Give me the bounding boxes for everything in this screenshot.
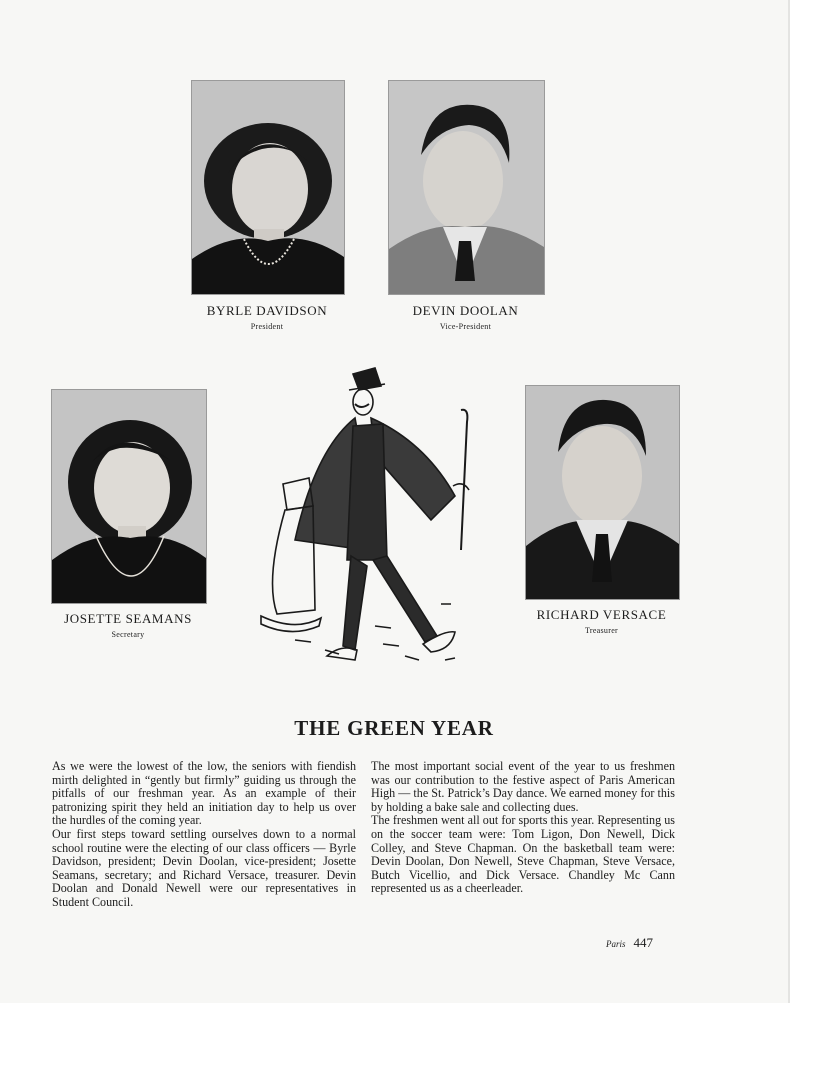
officer-name: RICHARD VERSACE xyxy=(536,607,667,622)
article-column-left xyxy=(52,760,356,910)
officer-caption-vice-president xyxy=(388,303,543,331)
page-edge xyxy=(788,0,790,1003)
folio-page-number: 447 xyxy=(633,935,654,950)
officer-caption-treasurer xyxy=(525,607,678,635)
officer-role: Vice-President xyxy=(439,322,492,331)
article-paragraph: Our first steps toward settling ourselves down to a normal school routine were the electing of our class officers — Byrle Davidson, president; Devin Doolan, vice-president; Josette Seamans, secretary; and Richard Versace, treasurer. Devin Doolan and Donald Newell were our representatives in Student Council. xyxy=(52,826,356,909)
officer-name: DEVIN DOOLAN xyxy=(412,303,519,318)
officer-role: Treasurer xyxy=(584,626,619,635)
officer-caption-president xyxy=(191,303,343,331)
article-paragraph: As we were the lowest of the low, the seniors with fiendish mirth delighted in “gently but firmly” guiding us through the pitfalls of our freshman year. As an example of their patronizing spirit they held an initiation day to help us over the hurdles of the coming year. xyxy=(52,759,356,828)
officer-role: President xyxy=(250,322,284,331)
portrait-photo-josette-seamans xyxy=(51,389,207,604)
portrait-photo-richard-versace xyxy=(525,385,680,600)
cartoon-gentleman-illustration xyxy=(255,360,480,675)
officer-caption-secretary xyxy=(51,611,205,639)
officer-name: JOSETTE SEAMANS xyxy=(64,611,192,626)
officer-name: BYRLE DAVIDSON xyxy=(206,303,328,318)
portrait-photo-byrle-davidson xyxy=(191,80,345,295)
folio-publication: Paris xyxy=(606,939,626,949)
article-column-right xyxy=(371,760,675,896)
officer-role: Secretary xyxy=(111,630,145,639)
portrait-photo-devin-doolan xyxy=(388,80,545,295)
article-title: THE GREEN YEAR xyxy=(294,716,494,740)
page-folio xyxy=(606,935,653,951)
article-paragraph: The freshmen went all out for sports this year. Representing us on the soccer team were: Tom Ligon, Don Newell, Dick Colley, and Steve Chapman. On the basketball team were: Devin Doolan, Don Newell, Steve Chapman, Steve Versace, Butch Vicellio, and Dick Versace. Chandley Mc Cann represented us as a cheerleader. xyxy=(371,813,675,896)
article-paragraph: The most important social event of the year to us freshmen was our contribution to the festive aspect of Paris American High — the St. Patrick’s Day dance. We earned money for this by holding a bake sale and collecting dues. xyxy=(371,759,675,814)
